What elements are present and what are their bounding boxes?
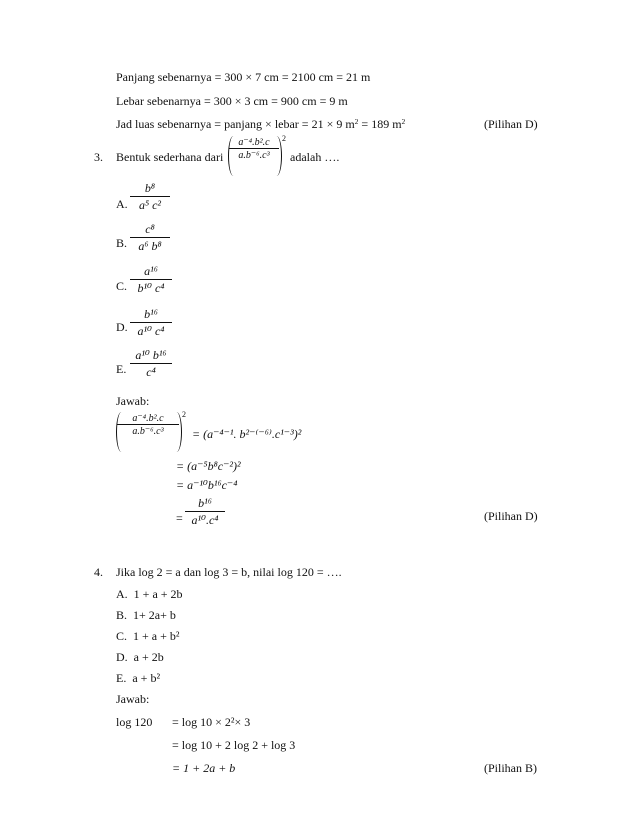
intro-line-3b: = 189 m (358, 117, 402, 131)
q3-option-b-num: c⁸ (145, 222, 155, 236)
intro-line-1: Panjang sebenarnya = 300 × 7 cm = 2100 cm = 21 m (116, 70, 371, 84)
q3-choice: (Pilihan D) (484, 509, 538, 523)
q4-option-a (116, 587, 183, 602)
q3-option-b-label: B. (116, 236, 128, 250)
q4-option-e-label: E. (116, 671, 127, 685)
q3-option-a-label: A. (116, 197, 128, 211)
q4-option-a-label: A. (116, 587, 128, 601)
q3-answer-exp: 2 (182, 410, 186, 419)
q3-option-c-num: a¹⁶ (144, 264, 158, 278)
q3-option-b (130, 222, 170, 254)
q3-expr-den: a.b⁻⁶.c³ (229, 148, 279, 161)
q3-option-d-den: a¹⁰ c⁴ (130, 322, 172, 339)
sq-exponent-2: 2 (401, 117, 406, 126)
q3-option-a (130, 181, 170, 213)
q3-text-after: adalah …. (290, 150, 340, 164)
q3-step-4-eq: = (176, 511, 183, 525)
q3-option-a-den: a⁵ c² (130, 196, 170, 213)
q4-option-c-label: C. (116, 629, 128, 643)
q4-option-c-text: 1 + a + b² (133, 629, 180, 643)
q3-step-4-den: a¹⁰.c⁴ (185, 511, 225, 528)
intro-line-3a: Jad luas sebenarnya = panjang × lebar = 21 × 9 m (116, 117, 355, 131)
q4-option-d-label: D. (116, 650, 128, 664)
q3-option-c-den: b¹⁰ c⁴ (130, 279, 172, 296)
q4-choice: (Pilihan B) (484, 761, 537, 775)
q3-step-4-num: b¹⁶ (198, 496, 212, 510)
q3-step-1: = (a⁻⁴⁻¹. b²⁻⁽⁻⁶⁾.c¹⁻³)² (192, 427, 302, 441)
q3-number: 3. (94, 150, 103, 164)
q3-text-before: Bentuk sederhana dari (116, 150, 224, 164)
q3-option-b-den: a⁶ b⁸ (130, 237, 170, 254)
q4-option-b-label: B. (116, 608, 128, 622)
q4-number: 4. (94, 565, 103, 579)
q4-work-1-rhs: = log 10 × 2²× 3 (172, 715, 251, 729)
q3-step-4 (185, 496, 225, 528)
q4-option-b (116, 608, 176, 623)
q4-text: Jika log 2 = a dan log 3 = b, nilai log 120 = …. (116, 565, 342, 579)
q3-option-c (130, 264, 172, 296)
q3-option-d (130, 307, 172, 339)
q3-option-e (130, 348, 172, 380)
q3-option-e-den: c⁴ (130, 363, 172, 380)
q4-work-2: = log 10 + 2 log 2 + log 3 (172, 738, 296, 752)
q3-option-d-num: b¹⁶ (144, 307, 158, 321)
q4-option-a-text: 1 + a + 2b (133, 587, 183, 601)
q3-step-2: = (a⁻⁵b⁸c⁻²)² (176, 459, 241, 473)
intro-choice: (Pilihan D) (484, 117, 538, 131)
q3-answer-den: a.b⁻⁶.c³ (117, 424, 179, 437)
q4-work-3: = 1 + 2a + b (172, 761, 236, 775)
q3-step-3: = a⁻¹⁰b¹⁶c⁻⁴ (176, 478, 238, 492)
q4-jawab: Jawab: (116, 692, 150, 706)
intro-line-2: Lebar sebenarnya = 300 × 3 cm = 900 cm = 9 m (116, 94, 348, 108)
q4-option-b-text: 1+ 2a+ b (133, 608, 176, 622)
q3-expression (229, 137, 279, 161)
q4-option-e (116, 671, 160, 686)
q4-option-e-text: a + b² (132, 671, 161, 685)
q3-option-a-num: b⁸ (144, 181, 156, 195)
q3-option-d-label: D. (116, 320, 128, 334)
sq-exponent: 2 (354, 117, 359, 126)
intro-line-3 (116, 117, 405, 132)
q3-answer-num: a⁻⁴.b².c (132, 413, 164, 424)
q4-option-d-text: a + 2b (133, 650, 164, 664)
q4-option-c (116, 629, 179, 644)
q3-expr-num: a⁻⁴.b².c (238, 137, 270, 148)
q3-option-c-label: C. (116, 279, 128, 293)
q3-jawab: Jawab: (116, 394, 150, 408)
q3-outer-exp: 2 (282, 134, 286, 143)
q4-work-1-lhs: log 120 (116, 715, 153, 729)
q3-option-e-num: a¹⁰ b¹⁶ (135, 348, 167, 362)
q3-option-e-label: E. (116, 362, 127, 376)
q3-answer-expression (117, 413, 179, 437)
q4-option-d (116, 650, 164, 665)
